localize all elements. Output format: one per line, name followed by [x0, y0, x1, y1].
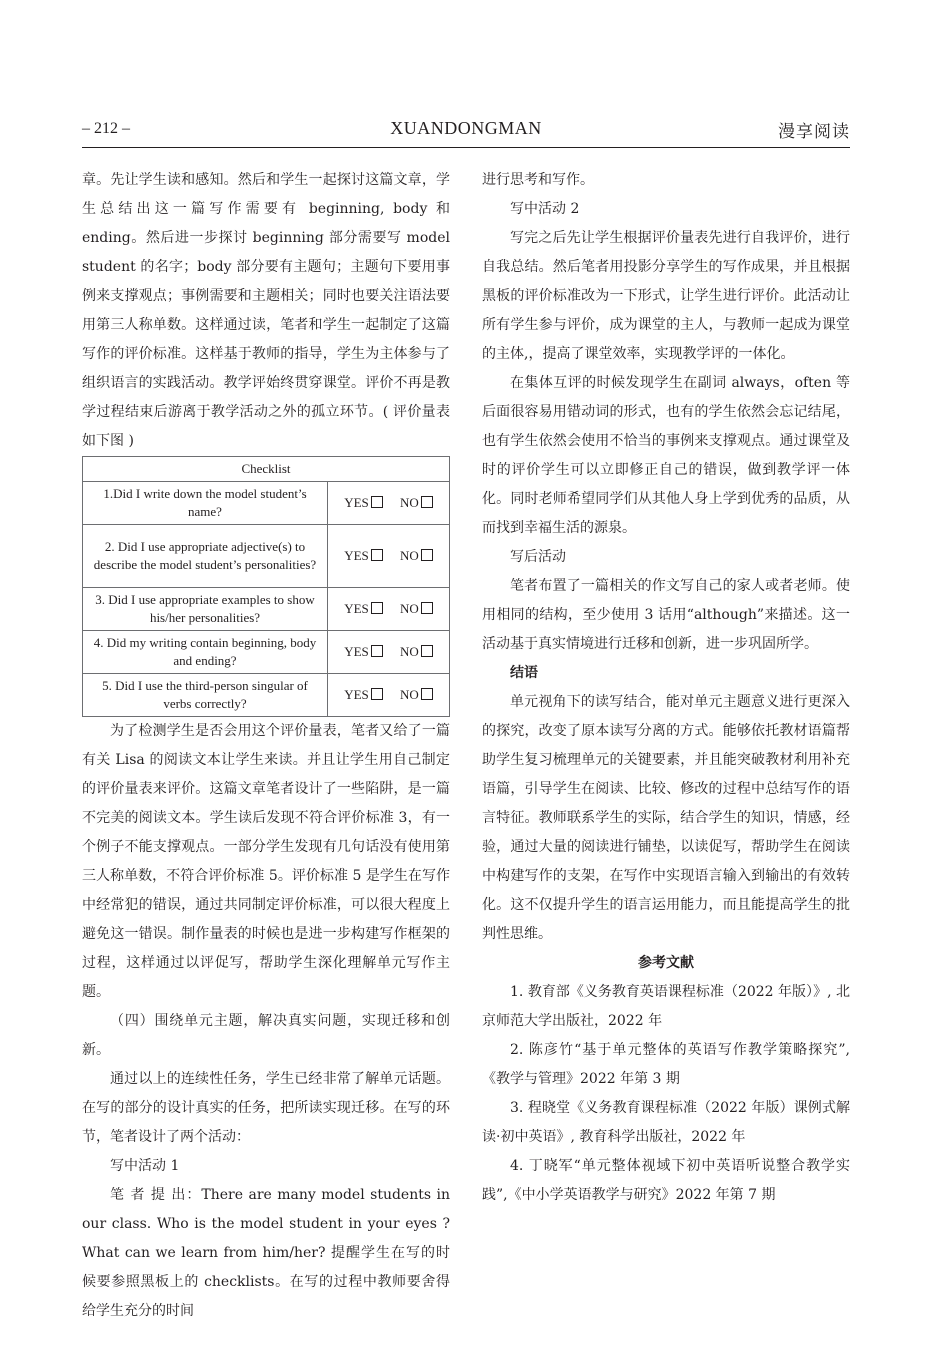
references-heading: 参考文献 [638, 955, 694, 971]
checklist-question: 1.Did I write down the model student’s name? [83, 482, 328, 525]
checklist-table [82, 456, 450, 717]
left-paragraph-1: 章。先让学生读和感知。然后和学生一起探讨这篇文章，学生总结出这一篇写作需要有 beginning, body 和 ending。然后进一步探讨 beginning 部分需要写 model student 的名字；body 部分要有主题句；主题句下要用事例来支撑观点；事例需要和主题相关；同时也要关注语法要用第三人称单数。这样通过读，笔者和学生一起制定了这篇写作的评价标准。这样基于教师的指导，学生为主体参与了组织语言的实践活动。教学评始终贯穿课堂。评价不再是教学过程结束后游离于教学活动之外的孤立环节。( 评价量表如下图 ) [82, 172, 450, 449]
no-label: NO [400, 687, 419, 702]
post-activity-heading: 写后活动 [510, 549, 566, 565]
checklist-answer [328, 482, 450, 525]
right-paragraph-4: 在集体互评的时候发现学生在副词 always，often 等后面很容易用错动词的形式，也有的学生依然会忘记结尾，也有学生依然会使用不恰当的事例来支撑观点。通过课堂及时的评价学生可以立即修正自己的错误，做到教学评一体化。同时老师希望同学们从其他人身上学到优秀的品质，从而找到幸福生活的源泉。 [482, 375, 850, 536]
checklist-question: 5. Did I use the third-person singular of verbs correctly? [83, 674, 328, 717]
right-paragraph-6: 笔者布置了一篇相关的作文写自己的家人或者老师。使用相同的结构，至少使用 3 话用“although”来描述。这一活动基于真实情境进行迁移和创新，进一步巩固所学。 [482, 578, 850, 652]
conclusion-paragraph: 单元视角下的读写结合，能对单元主题意义进行更深入的探究，改变了原本读写分离的方式。能够依托教材语篇帮助学生复习梳理单元的关键要素，并且能突破教材利用补充语篇，引导学生在阅读、比较、修改的过程中总结写作的语言特征。教师联系学生的实际，结合学生的知识，情感，经验，通过大量的阅读进行铺垫，以读促写，帮助学生在阅读中构建写作的支架，在写作中实现语言输入到输出的有效转化。这不仅提升学生的语言运用能力，而且能提高学生的批判性思维。 [482, 694, 850, 942]
yes-checkbox [371, 645, 383, 657]
yes-label: YES [344, 644, 369, 659]
yes-checkbox [371, 496, 383, 508]
yes-checkbox [371, 549, 383, 561]
conclusion-heading: 结语 [510, 665, 538, 681]
checklist-row [83, 482, 450, 525]
left-column [82, 166, 450, 1326]
reference-item: 4. 丁晓军“单元整体视域下初中英语听说整合教学实践”,《中小学英语教学与研究》2022 年第 7 期 [482, 1158, 850, 1203]
no-label: NO [400, 644, 419, 659]
header-rule [82, 147, 850, 148]
left-paragraph-2: 为了检测学生是否会用这个评价量表，笔者又给了一篇有关 Lisa 的阅读文本让学生来读。并且让学生用自己制定的评价量表来评价。这篇文章笔者设计了一些陷阱，是一篇不完美的阅读文本。学生读后发现不符合评价标准 3，有一个例子不能支撑观点。一部分学生发现有几句话没有使用第三人称单数，不符合评价标准 5。评价标准 5 是学生在写作中经常犯的错误，通过共同制定评价标准，可以很大程度上避免这一错误。制作量表的时候也是进一步构建写作框架的过程，这样通过以评促写，帮助学生深化理解单元写作主题。 [82, 723, 450, 1000]
section-name: 漫享阅读 [778, 122, 850, 142]
no-checkbox [421, 496, 433, 508]
no-label: NO [400, 495, 419, 510]
left-paragraph-6: 笔 者 提 出：There are many model students in our class. Who is the model student in your eyes ?What can we learn from him/her? 提醒学生在写的时候要参照黑板上的 checklists。在写的过程中教师要舍得给学生充分的时间 [82, 1187, 450, 1319]
page-number: – 212 – [82, 120, 130, 137]
yes-label: YES [344, 687, 369, 702]
yes-label: YES [344, 495, 369, 510]
checklist-answer [328, 674, 450, 717]
checklist-row [83, 588, 450, 631]
checklist-row [83, 674, 450, 717]
journal-name: XUANDONGMAN [390, 118, 542, 138]
checklist-title: Checklist [83, 457, 450, 482]
right-paragraph-3: 写完之后先让学生根据评价量表先进行自我评价，进行自我总结。然后笔者用投影分享学生的写作成果，并且根据黑板的评价标准改为一下形式，让学生进行评价。此活动让所有学生参与评价，成为课堂的主人，与教师一起成为课堂的主体,，提高了课堂效率，实现教学评的一体化。 [482, 230, 850, 362]
section-heading-4: （四）围绕单元主题，解决真实问题，实现迁移和创新。 [82, 1013, 450, 1058]
activity-heading-1: 写中活动 1 [110, 1158, 180, 1174]
checklist-answer [328, 525, 450, 588]
page-header [82, 118, 850, 144]
checklist-answer [328, 631, 450, 674]
yes-checkbox [371, 688, 383, 700]
right-column [482, 166, 850, 1210]
checklist-question: 4. Did my writing contain beginning, body and ending? [83, 631, 328, 674]
reference-item: 2. 陈彦竹“基于单元整体的英语写作教学策略探究”,《教学与管理》2022 年第 3 期 [482, 1042, 850, 1087]
no-label: NO [400, 601, 419, 616]
checklist-answer [328, 588, 450, 631]
left-paragraph-4: 通过以上的连续性任务，学生已经非常了解单元话题。在写的部分的设计真实的任务，把所读实现迁移。在写的环节，笔者设计了两个活动： [82, 1071, 450, 1145]
yes-checkbox [371, 602, 383, 614]
right-paragraph-1: 进行思考和写作。 [482, 172, 594, 188]
no-checkbox [421, 549, 433, 561]
reference-item: 1. 教育部《义务教育英语课程标准（2022 年版）》, 北京师范大学出版社，2022 年 [482, 984, 850, 1029]
checklist-question: 3. Did I use appropriate examples to show his/her personalities? [83, 588, 328, 631]
yes-label: YES [344, 548, 369, 563]
checklist-question: 2. Did I use appropriate adjective(s) to describe the model student’s personalities? [83, 525, 328, 588]
checklist-row [83, 525, 450, 588]
no-checkbox [421, 688, 433, 700]
reference-item: 3. 程晓堂《义务教育课程标准（2022 年版）课例式解读·初中英语》, 教育科学出版社，2022 年 [482, 1100, 850, 1145]
activity-heading-2: 写中活动 2 [510, 201, 580, 217]
checklist-row [83, 631, 450, 674]
no-label: NO [400, 548, 419, 563]
no-checkbox [421, 645, 433, 657]
yes-label: YES [344, 601, 369, 616]
no-checkbox [421, 602, 433, 614]
